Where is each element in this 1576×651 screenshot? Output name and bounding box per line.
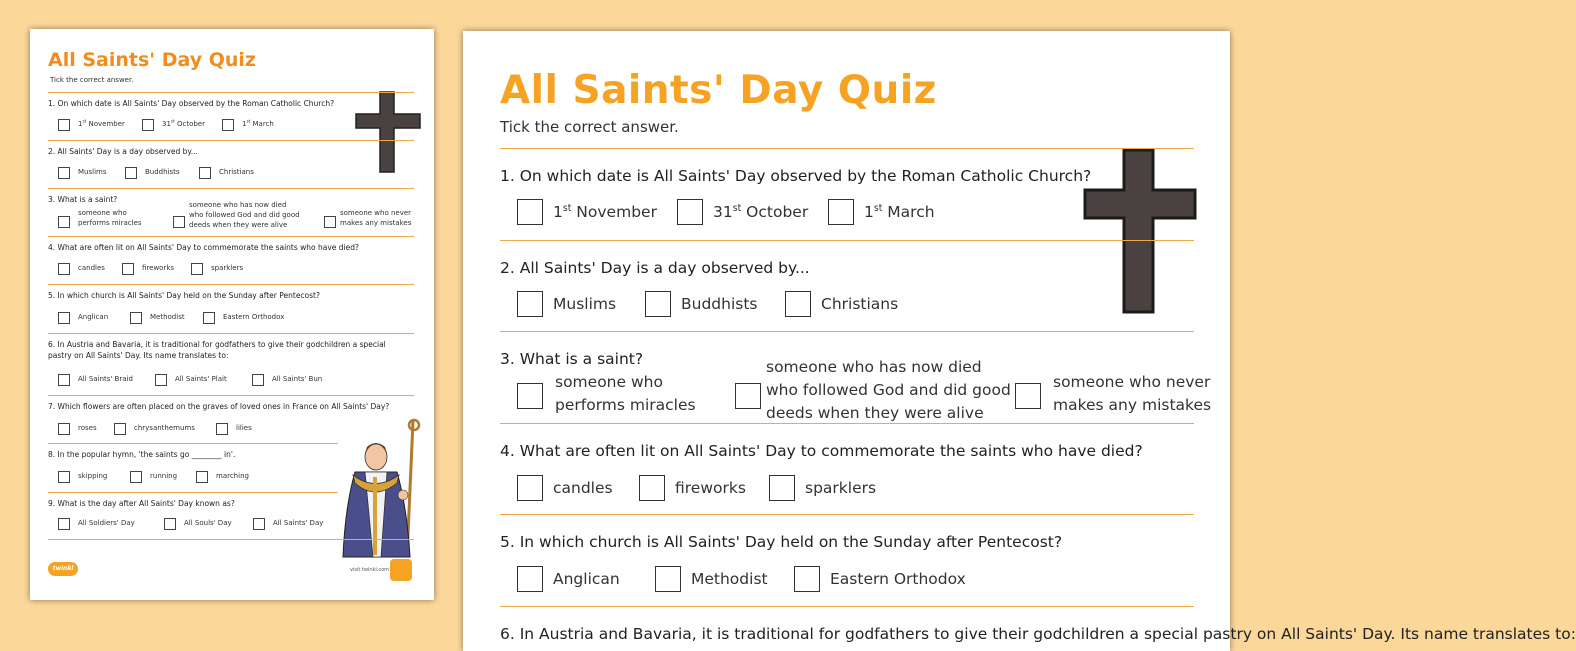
thumb-question-9: 9. What is the day after All Saints' Day known as? All Soldiers' Day All Souls' Day All Saints' Day: [48, 492, 338, 493]
checkbox-icon[interactable]: [58, 374, 70, 386]
checkbox-icon[interactable]: [517, 199, 543, 225]
question-3: 3. What is a saint? someone who performs miracles someone who has now died who followed God and did good deeds when they were alive someone who never makes any mistakes: [500, 331, 1194, 332]
question-text: 5. In which church is All Saints' Day held on the Sunday after Pentecost?: [500, 533, 1063, 551]
checkbox-icon[interactable]: [58, 312, 70, 324]
checkbox-icon[interactable]: [58, 518, 70, 530]
thumb-question-text: 1. On which date is All Saints' Day observed by the Roman Catholic Church?: [48, 99, 335, 108]
question-6: [500, 606, 1576, 643]
question-text: 6. In Austria and Bavaria, it is traditional for godfathers to give their godchildren a special pastry on All Saints' Day. Its name translates to:: [500, 625, 1576, 643]
checkbox-icon[interactable]: [517, 566, 543, 592]
checkbox-icon[interactable]: [142, 119, 154, 131]
checkbox-icon[interactable]: [1015, 383, 1041, 409]
saint-illustration: [335, 417, 430, 559]
checkbox-icon[interactable]: [191, 263, 203, 275]
checkbox-icon[interactable]: [130, 471, 142, 483]
checkbox-icon[interactable]: [58, 216, 70, 228]
checkbox-icon[interactable]: [324, 216, 336, 228]
thumb-question-7: 7. Which flowers are often placed on the graves of loved ones in France on All Saints' Day? roses chrysanthemums lilies: [48, 395, 414, 396]
page-title: All Saints' Day Quiz: [500, 68, 937, 113]
question-4: 4. What are often lit on All Saints' Day to commemorate the saints who have died? candles fireworks sparklers: [500, 423, 1194, 424]
thumb-question-5: 5. In which church is All Saints' Day held on the Sunday after Pentecost? Anglican Methodist Eastern Orthodox: [48, 284, 414, 285]
checkbox-icon[interactable]: [828, 199, 854, 225]
thumb-question-2: 2. All Saints' Day is a day observed by... Muslims Buddhists Christians: [48, 140, 414, 141]
checkbox-icon[interactable]: [517, 291, 543, 317]
checkbox-icon[interactable]: [58, 167, 70, 179]
thumb-question-6: 6. In Austria and Bavaria, it is traditional for godfathers to give their godchildren a special pastry on All Saints' Day. Its name translates to: All Saints' Braid All Saints' Plait All Saints' Bun: [48, 333, 414, 334]
checkbox-icon[interactable]: [122, 263, 134, 275]
question-text: 2. All Saints' Day is a day observed by...: [500, 259, 810, 277]
checkbox-icon[interactable]: [517, 383, 543, 409]
checkbox-icon[interactable]: [58, 119, 70, 131]
checkbox-icon[interactable]: [253, 518, 265, 530]
checkbox-icon[interactable]: [252, 374, 264, 386]
cross-icon: [1079, 146, 1201, 318]
badge-icon: [390, 559, 412, 581]
checkbox-icon[interactable]: [216, 423, 228, 435]
checkbox-icon[interactable]: [114, 423, 126, 435]
footer-url[interactable]: visit twinkl.com: [350, 567, 390, 573]
checkbox-icon[interactable]: [655, 566, 681, 592]
thumb-question-4: 4. What are often lit on All Saints' Day to commemorate the saints who have died? candles fireworks sparklers: [48, 236, 414, 237]
thumb-footer-rule: [48, 539, 414, 540]
checkbox-icon[interactable]: [517, 475, 543, 501]
question-2: 2. All Saints' Day is a day observed by... Muslims Buddhists Christians: [500, 240, 1194, 241]
checkbox-icon[interactable]: [164, 518, 176, 530]
checkbox-icon[interactable]: [196, 471, 208, 483]
instruction: Tick the correct answer.: [500, 118, 679, 136]
checkbox-icon[interactable]: [677, 199, 703, 225]
checkbox-icon[interactable]: [203, 312, 215, 324]
checkbox-icon[interactable]: [58, 423, 70, 435]
checkbox-icon[interactable]: [155, 374, 167, 386]
thumb-question-3: 3. What is a saint? someone who performs miracles someone who has now died who followed God and did good deeds when they were alive someone who never makes any mistakes: [48, 188, 414, 189]
worksheet-main: [463, 31, 1576, 651]
checkbox-icon[interactable]: [58, 263, 70, 275]
worksheet-thumbnail: [30, 29, 434, 600]
checkbox-icon[interactable]: [199, 167, 211, 179]
question-text: 3. What is a saint?: [500, 350, 644, 368]
question-text: 4. What are often lit on All Saints' Day to commemorate the saints who have died?: [500, 442, 1143, 460]
checkbox-icon[interactable]: [769, 475, 795, 501]
checkbox-icon[interactable]: [58, 471, 70, 483]
twinkl-logo: twinkl: [48, 562, 78, 576]
checkbox-icon[interactable]: [645, 291, 671, 317]
checkbox-icon[interactable]: [639, 475, 665, 501]
checkbox-icon[interactable]: [794, 566, 820, 592]
checkbox-icon[interactable]: [222, 119, 234, 131]
question-1: 1. On which date is All Saints' Day observed by the Roman Catholic Church? 1st November 31st October 1st March: [500, 148, 1194, 149]
question-text: 1. On which date is All Saints' Day observed by the Roman Catholic Church?: [500, 167, 1092, 185]
checkbox-icon[interactable]: [785, 291, 811, 317]
thumb-title: All Saints' Day Quiz: [48, 49, 256, 71]
thumb-question-8: 8. In the popular hymn, 'the saints go ________ in'. skipping running marching: [48, 443, 338, 444]
checkbox-icon[interactable]: [125, 167, 137, 179]
checkbox-icon[interactable]: [173, 216, 185, 228]
thumb-instruction: Tick the correct answer.: [50, 76, 134, 84]
checkbox-icon[interactable]: [735, 383, 761, 409]
checkbox-icon[interactable]: [130, 312, 142, 324]
question-5: 5. In which church is All Saints' Day held on the Sunday after Pentecost? Anglican Methodist Eastern Orthodox: [500, 514, 1194, 515]
thumb-question-1: 1. On which date is All Saints' Day observed by the Roman Catholic Church? 1st November 31st October 1st March: [48, 92, 414, 93]
